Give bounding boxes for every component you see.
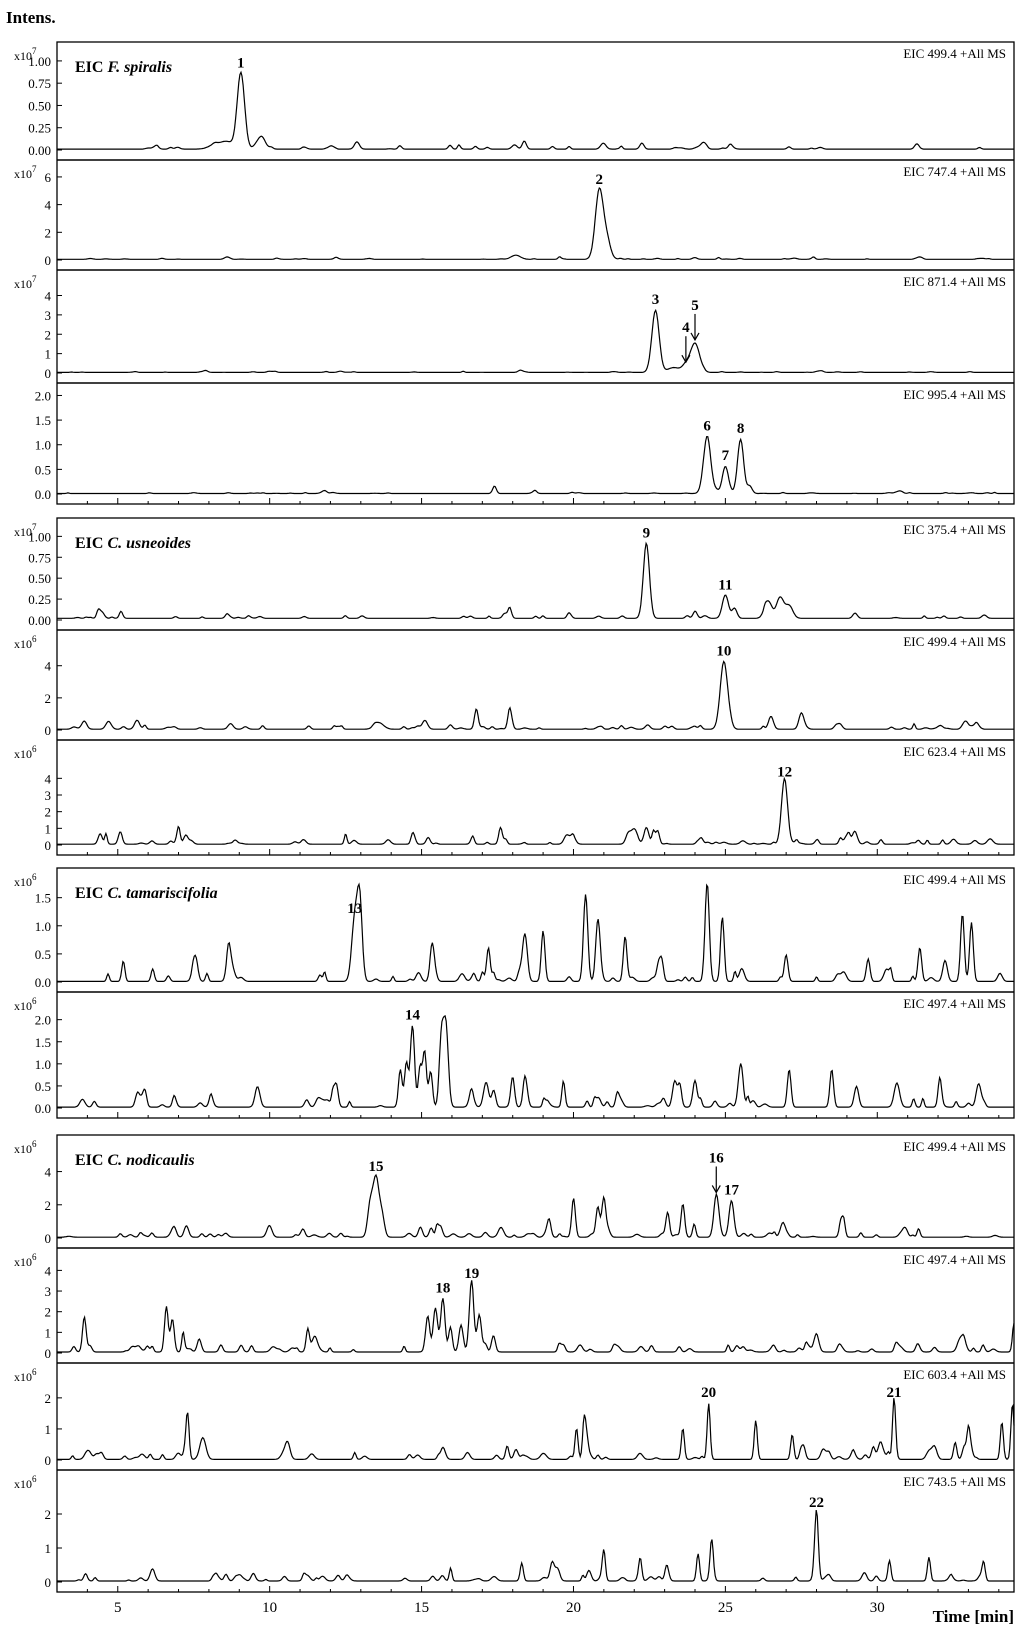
y-tick-label: 0.75: [28, 76, 51, 92]
intensity-multiplier: $x10^6$: [14, 1367, 37, 1384]
y-tick-label: 3: [44, 1284, 51, 1300]
trace-label: EIC 497.4 +All MS: [903, 1252, 1006, 1267]
y-tick-label: 2: [44, 1197, 51, 1213]
y-tick-label: 1.0: [34, 918, 51, 934]
peak-label: 17: [723, 1182, 739, 1199]
intensity-multiplier: $x10^6$: [14, 1474, 37, 1491]
y-tick-label: 2: [44, 1390, 51, 1406]
eic-panel: [14, 630, 1014, 738]
eic-trace: [57, 1398, 1014, 1459]
peak-label: 9: [642, 525, 651, 542]
x-tick-label: 30: [869, 1600, 885, 1616]
eic-panel: [14, 1248, 1014, 1361]
species-label: EIC F. spiralis: [75, 59, 173, 76]
peak-label: 4: [682, 320, 690, 337]
peak-label: 7: [721, 447, 730, 464]
peak-label: 3: [651, 292, 660, 308]
y-tick-label: 1: [44, 346, 51, 362]
peak-label: 21: [886, 1385, 902, 1402]
eic-trace: [57, 662, 1014, 730]
y-tick-label: 3: [44, 788, 51, 803]
y-tick-label: 0.5: [34, 462, 51, 478]
peak-label: 11: [718, 577, 733, 594]
y-tick-label: 0.0: [34, 487, 51, 502]
intensity-multiplier: $x10^6$: [14, 1252, 37, 1269]
trace-label: EIC 623.4 +All MS: [903, 744, 1006, 759]
intensity-multiplier: $x10^6$: [14, 996, 37, 1013]
y-tick-label: 2.0: [34, 388, 51, 404]
eic-panel: [14, 740, 1014, 853]
intensity-multiplier: $x10^7$: [14, 46, 37, 63]
intensity-multiplier: $x10^7$: [14, 274, 37, 291]
y-tick-label: 0: [44, 723, 51, 738]
chromatogram-group: [14, 1135, 1014, 1592]
peak-label: 18: [435, 1280, 451, 1297]
trace-label: EIC 499.4 +All MS: [903, 634, 1006, 649]
x-tick-label: 20: [565, 1600, 581, 1616]
eic-trace: [57, 1510, 1014, 1581]
y-tick-label: 2: [44, 690, 51, 706]
y-tick-label: 0.75: [28, 550, 51, 566]
y-tick-label: 1: [44, 1325, 51, 1341]
y-tick-label: 0: [44, 1346, 51, 1361]
y-tick-label: 0: [44, 838, 51, 853]
y-tick-label: 4: [44, 197, 51, 213]
peak-label: 5: [691, 297, 699, 314]
y-tick-label: 6: [44, 169, 51, 185]
x-axis-title: Time [min]: [932, 1607, 1014, 1626]
peak-label: 16: [708, 1150, 724, 1167]
trace-label: EIC 375.4 +All MS: [903, 522, 1006, 537]
eic-trace: [57, 310, 1014, 372]
y-tick-label: 2: [44, 327, 51, 343]
chromatogram-group: [14, 42, 1014, 504]
y-tick-label: 1.0: [34, 1056, 51, 1072]
x-axis: [114, 1600, 885, 1616]
y-tick-label: 1.5: [34, 1034, 51, 1050]
trace-label: EIC 603.4 +All MS: [903, 1367, 1006, 1382]
peak-label: 8: [736, 420, 745, 437]
intensity-multiplier: $x10^7$: [14, 522, 37, 539]
eic-trace: [57, 779, 1014, 845]
y-tick-label: 1.5: [34, 890, 51, 906]
chromatogram-groups: [14, 42, 1014, 1592]
y-tick-label: 0.0: [34, 1101, 51, 1116]
y-tick-label: 2: [44, 225, 51, 241]
peak-label: 6: [703, 418, 711, 435]
eic-trace: [57, 72, 1014, 149]
chromatogram-group: [14, 518, 1014, 855]
peak-label: 19: [464, 1265, 480, 1282]
y-tick-label: 0.0: [34, 975, 51, 990]
y-axis-title: Intens.: [6, 8, 56, 27]
eic-panel: [14, 1363, 1014, 1468]
intensity-multiplier: $x10^6$: [14, 1139, 37, 1156]
peak-label: 15: [368, 1159, 384, 1176]
x-tick-label: 5: [114, 1600, 122, 1616]
y-tick-label: 0.25: [28, 120, 51, 136]
species-label: EIC C. usneoides: [75, 535, 192, 552]
trace-label: EIC 499.4 +All MS: [903, 872, 1006, 887]
group-frame: [57, 518, 1014, 855]
y-tick-label: 1: [44, 821, 51, 837]
y-tick-label: 0: [44, 253, 51, 268]
y-tick-label: 0.50: [28, 571, 51, 587]
y-tick-label: 0: [44, 1453, 51, 1468]
y-tick-label: 4: [44, 658, 51, 674]
peak-label: 2: [595, 171, 604, 188]
y-tick-label: 2: [44, 1507, 51, 1522]
trace-label: EIC 747.4 +All MS: [903, 164, 1006, 179]
peak-label: 20: [701, 1385, 717, 1402]
y-tick-label: 0.50: [28, 98, 51, 114]
y-tick-label: 0: [44, 1575, 51, 1590]
y-tick-label: 1: [44, 1541, 51, 1556]
y-tick-label: 0.5: [34, 1078, 51, 1094]
group-frame: [57, 42, 1014, 504]
eic-panel: [14, 1470, 1014, 1590]
trace-label: EIC 995.4 +All MS: [903, 387, 1006, 402]
y-tick-label: 0.25: [28, 592, 51, 608]
y-tick-label: 0: [44, 366, 51, 381]
peak-label: 12: [777, 764, 793, 781]
y-tick-label: 1: [44, 1421, 51, 1437]
y-tick-label: 0.00: [28, 143, 51, 158]
intensity-multiplier: $x10^6$: [14, 872, 37, 889]
chromatogram-group: [14, 868, 1014, 1118]
eic-trace: [57, 437, 1014, 494]
eic-panel: [35, 383, 1014, 502]
trace-label: EIC 497.4 +All MS: [903, 996, 1006, 1011]
y-tick-label: 4: [44, 771, 51, 787]
peak-label: 10: [716, 643, 732, 660]
y-tick-label: 2: [44, 804, 51, 820]
peak-label: 14: [404, 1007, 420, 1024]
y-tick-label: 1.00: [28, 529, 51, 545]
y-tick-label: 4: [44, 1263, 51, 1279]
eic-panel: [14, 160, 1014, 268]
y-tick-label: 0.00: [28, 613, 51, 628]
eic-trace: [57, 1280, 1014, 1352]
y-tick-label: 2: [44, 1304, 51, 1320]
peak-label: 13: [347, 901, 363, 918]
species-label: EIC C. nodicaulis: [75, 1152, 195, 1169]
y-tick-label: 0: [44, 1231, 51, 1246]
trace-label: EIC 871.4 +All MS: [903, 274, 1006, 289]
y-tick-label: 4: [44, 288, 51, 304]
eic-trace: [57, 1175, 1014, 1237]
eic-panel: [14, 270, 1014, 381]
peak-label: 22: [809, 1495, 825, 1511]
y-tick-label: 1.00: [28, 53, 51, 69]
y-tick-label: 1.5: [34, 413, 51, 429]
eic-trace: [57, 543, 1014, 618]
x-tick-label: 15: [414, 1600, 430, 1616]
group-frame: [57, 868, 1014, 1118]
intensity-multiplier: $x10^6$: [14, 634, 37, 651]
y-tick-label: 1.0: [34, 437, 51, 453]
eic-panel: [14, 992, 1014, 1116]
x-tick-label: 10: [262, 1600, 278, 1616]
x-tick-label: 25: [717, 1600, 733, 1616]
eic-trace: [57, 1016, 1014, 1107]
trace-label: EIC 743.5 +All MS: [903, 1474, 1006, 1489]
peak-label: 1: [237, 55, 245, 72]
y-tick-label: 3: [44, 307, 51, 323]
trace-label: EIC 499.4 +All MS: [903, 46, 1006, 61]
y-tick-label: 4: [44, 1164, 51, 1180]
y-tick-label: 2.0: [34, 1012, 51, 1028]
species-label: EIC C. tamariscifolia: [75, 885, 218, 902]
intensity-multiplier: $x10^7$: [14, 164, 37, 181]
eic-trace: [57, 188, 1014, 259]
intensity-multiplier: $x10^6$: [14, 744, 37, 761]
trace-label: EIC 499.4 +All MS: [903, 1139, 1006, 1154]
y-tick-label: 0.5: [34, 946, 51, 962]
